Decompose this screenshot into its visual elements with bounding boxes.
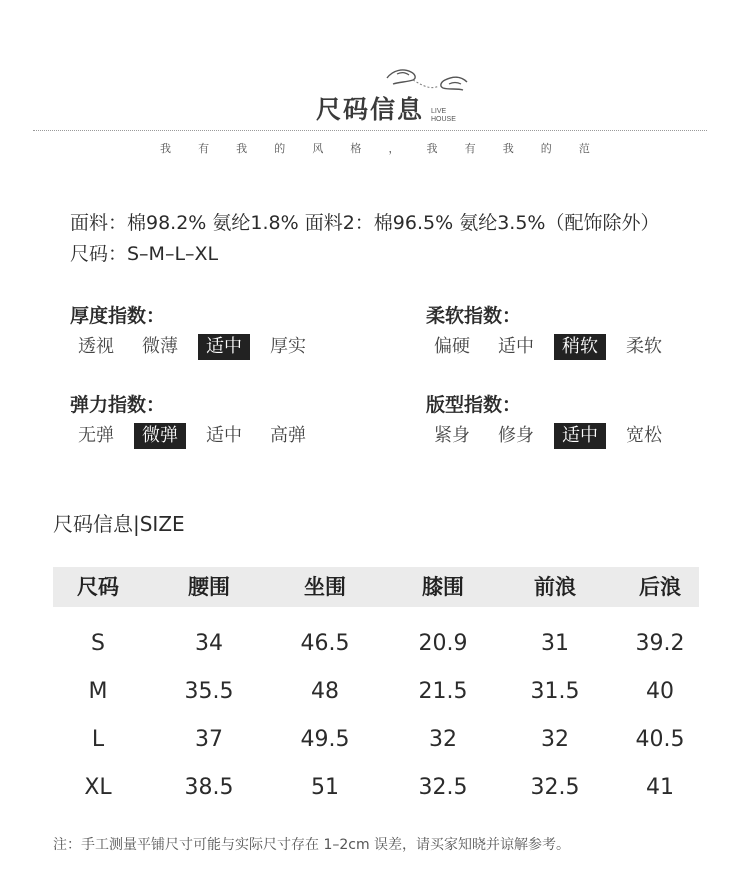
slogan-char: 格 <box>350 142 362 155</box>
size-table-header-bg <box>53 567 699 607</box>
table-cell: S <box>91 631 105 656</box>
table-cell: 32 <box>429 727 457 752</box>
table-header-waist: 腰围 <box>188 575 230 599</box>
slogan-char: 我 <box>236 142 248 155</box>
brand-mark <box>431 108 456 124</box>
table-cell: 31.5 <box>530 679 580 704</box>
page-title: 尺码信息 <box>316 95 425 124</box>
slogan <box>160 140 590 156</box>
slogan-char: 有 <box>464 142 476 155</box>
table-cell: 32.5 <box>418 775 468 800</box>
table-header-hip: 坐围 <box>304 575 346 599</box>
table-cell: 21.5 <box>418 679 468 704</box>
thickness-option-selected: 适中 <box>198 334 250 360</box>
thickness-index <box>70 301 326 360</box>
fit-index <box>426 390 682 449</box>
fit-option: 宽松 <box>626 425 662 446</box>
dotted-divider <box>33 130 707 131</box>
slogan-char: 我 <box>426 142 438 155</box>
fit-options <box>426 423 682 449</box>
table-cell: 32.5 <box>530 775 580 800</box>
elasticity-option: 适中 <box>206 425 242 446</box>
softness-index <box>426 301 682 360</box>
table-header-knee: 膝围 <box>422 575 464 599</box>
table-cell: 34 <box>195 631 223 656</box>
slogan-char: 范 <box>578 142 590 155</box>
table-cell: 31 <box>541 631 569 656</box>
slogan-char: ， <box>388 142 400 155</box>
thickness-index-title: 厚度指数： <box>70 305 166 327</box>
slogan-char: 我 <box>160 142 171 155</box>
softness-option: 偏硬 <box>434 336 470 357</box>
table-cell: L <box>91 727 105 752</box>
brand-line-2: HOUSE <box>431 116 456 123</box>
table-cell: 39.2 <box>635 631 685 656</box>
table-cell: 49.5 <box>300 727 350 752</box>
softness-index-title: 柔软指数： <box>426 305 522 327</box>
slogan-char: 的 <box>540 142 552 155</box>
fit-option-selected: 适中 <box>554 423 606 449</box>
size-section-title: 尺码信息|SIZE <box>53 512 185 536</box>
measurement-note: 注：手工测量平铺尺寸可能与实际尺寸存在 1–2cm 误差，请买家知晓并谅解参考。 <box>53 837 571 853</box>
elasticity-options <box>70 423 326 449</box>
material-composition: 面料：棉98.2% 氨纶1.8% 面料2：棉96.5% 氨纶3.5%（配饰除外） <box>70 212 660 234</box>
table-cell: 37 <box>195 727 223 752</box>
table-cell: 51 <box>311 775 339 800</box>
table-header-back-rise: 后浪 <box>639 575 681 599</box>
slogan-char: 的 <box>274 142 286 155</box>
table-header-front-rise: 前浪 <box>534 575 576 599</box>
table-cell: 35.5 <box>184 679 234 704</box>
fit-option: 修身 <box>498 425 534 446</box>
table-cell: 20.9 <box>418 631 468 656</box>
thickness-options <box>70 334 326 360</box>
brand-line-1: LIVE <box>431 108 447 115</box>
table-cell: 40.5 <box>635 727 685 752</box>
elasticity-index-title: 弹力指数： <box>70 394 166 416</box>
thickness-option: 厚实 <box>270 336 306 357</box>
slogan-char: 有 <box>198 142 210 155</box>
table-cell: 38.5 <box>184 775 234 800</box>
table-cell: M <box>88 679 108 704</box>
softness-option-selected: 稍软 <box>554 334 606 360</box>
softness-option: 适中 <box>498 336 534 357</box>
fit-option: 紧身 <box>434 425 470 446</box>
table-cell: 40 <box>646 679 674 704</box>
fit-index-title: 版型指数： <box>426 394 522 416</box>
elasticity-index <box>70 390 326 449</box>
thickness-option: 微薄 <box>142 336 178 357</box>
table-cell: 32 <box>541 727 569 752</box>
softness-option: 柔软 <box>626 336 662 357</box>
table-cell: 46.5 <box>300 631 350 656</box>
table-cell: 48 <box>311 679 339 704</box>
table-cell: XL <box>84 775 112 800</box>
table-cell: 41 <box>646 775 674 800</box>
table-header-size: 尺码 <box>77 575 119 599</box>
elasticity-option: 无弹 <box>78 425 114 446</box>
slogan-char: 风 <box>312 142 324 155</box>
slogan-char: 我 <box>502 142 514 155</box>
softness-options <box>426 334 682 360</box>
size-range: 尺码：S–M–L–XL <box>70 243 219 265</box>
elasticity-option-selected: 微弹 <box>134 423 186 449</box>
elasticity-option: 高弹 <box>270 425 306 446</box>
thickness-option: 透视 <box>78 336 114 357</box>
